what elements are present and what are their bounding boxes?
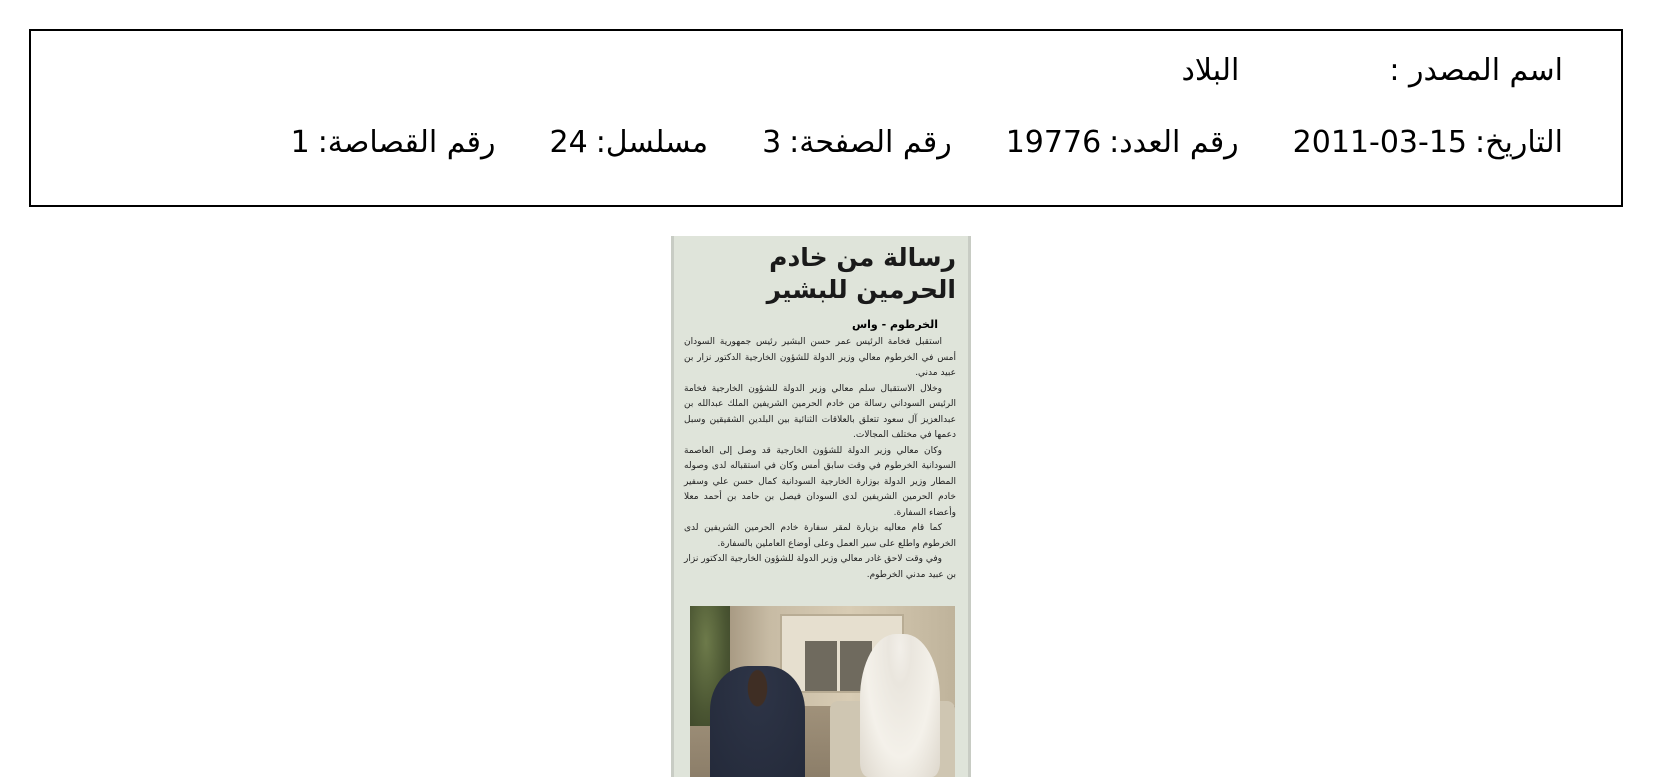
source-value: البلاد [1181, 53, 1240, 88]
photo-person-right [860, 634, 940, 777]
article-paragraph: وخلال الاستقبال سلم معالي وزير الدولة للشؤون الخارجية فخامة الرئيس السوداني رسالة من خادم الحرمين الشريفين الملك عبدالله بن عبدالعزيز آل سعود تتعلق بالعلاقات الثنائية بين البلدين الشقيقين وسبل دعمها في مختلف المجالات. [684, 383, 956, 440]
page-value: 3 [762, 125, 782, 160]
source-field [1182, 53, 1563, 88]
page-field [762, 125, 952, 160]
issue-field [1006, 125, 1239, 160]
clip-value: 1 [290, 125, 310, 160]
article-paragraph: استقبل فخامة الرئيس عمر حسن البشير رئيس جمهورية السودان أمس في الخرطوم معالي وزير الدولة للشؤون الخارجية الدكتور نزار بن عبيد مدني. [684, 337, 956, 378]
issue-label: رقم العدد: [1109, 125, 1239, 160]
clip-field [291, 125, 496, 160]
metadata-header-box [29, 29, 1623, 207]
date-label: التاريخ: [1475, 125, 1563, 160]
page-label: رقم الصفحة: [789, 125, 952, 160]
serial-value: 24 [549, 125, 588, 160]
issue-value: 19776 [1005, 125, 1102, 160]
photo-chair [805, 641, 837, 691]
article-body [674, 335, 968, 583]
article-photo [690, 606, 955, 777]
article-paragraph: وكان معالي وزير الدولة للشؤون الخارجية قد وصل إلى العاصمة السودانية الخرطوم في وقت سابق أمس وكان في استقباله لدى وصوله المطار وزير الدولة بوزارة الخارجية السودانية كمال حسن علي وسفير خادم الحرمين الشريفين لدى السودان فيصل بن حامد بن أحمد معلا وأعضاء السفارة. [684, 445, 956, 518]
serial-field [550, 125, 709, 160]
date-field [1293, 125, 1563, 160]
photo-person-left [710, 666, 805, 777]
article-paragraph: وفي وقت لاحق غادر معالي وزير الدولة للشؤون الخارجية الدكتور نزار بن عبيد مدني الخرطوم. [684, 554, 956, 580]
details-row [291, 125, 1563, 160]
source-label: اسم المصدر : [1389, 53, 1563, 88]
date-value: 2011-03-15 [1292, 125, 1468, 160]
newspaper-clipping [671, 236, 971, 777]
serial-label: مسلسل: [595, 125, 709, 160]
article-paragraph: كما قام معاليه بزيارة لمقر سفارة خادم الحرمين الشريفين لدى الخرطوم واطلع على سير العمل وعلى أوضاع العاملين بالسفارة. [684, 523, 956, 549]
article-dateline: الخرطوم - واس [851, 318, 938, 331]
clip-label: رقم القصاصة: [317, 125, 496, 160]
article-title: رسالة من خادم الحرمين للبشير [766, 243, 956, 304]
source-row [1182, 53, 1563, 88]
